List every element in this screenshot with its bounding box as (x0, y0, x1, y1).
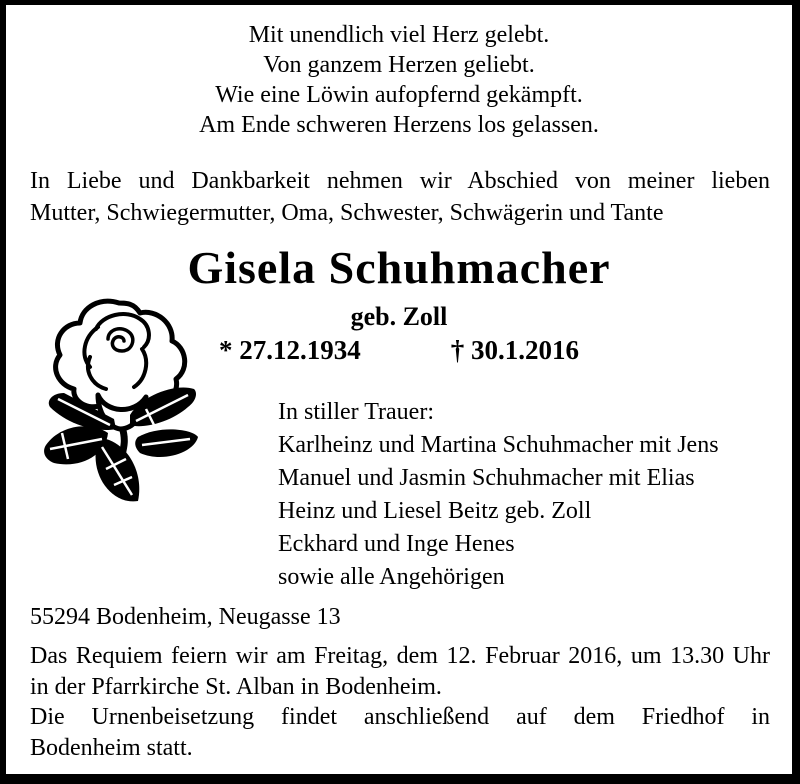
service-paragraph (30, 641, 770, 703)
mourners-block (278, 396, 719, 594)
birth-date: * 27.12.1934 (219, 335, 361, 365)
mourners-heading: In stiller Trauer: (278, 399, 434, 425)
rose-icon (34, 297, 199, 512)
burial-line: Die Urnenbeisetzung findet anschließend auf dem Friedhof in (30, 704, 770, 730)
epigraph-line: Mit unendlich viel Herz gelebt. (248, 22, 550, 48)
epigraph-line: Wie eine Löwin aufopfernd gekämpft. (215, 82, 583, 108)
deceased-name: Gisela Schuhmacher (187, 242, 611, 293)
address-line: 55294 Bodenheim, Neugasse 13 (30, 604, 341, 630)
burial-line: Bodenheim statt. (30, 735, 193, 761)
burial-paragraph (30, 702, 770, 764)
mourner-line: Eckhard und Inge Henes (278, 531, 515, 557)
intro-line: Mutter, Schwiegermutter, Oma, Schwester, Schwägerin und Tante (30, 200, 664, 226)
service-line: in der Pfarrkirche St. Alban in Bodenheim. (30, 674, 442, 700)
mourner-line: Heinz und Liesel Beitz geb. Zoll (278, 498, 592, 524)
epigraph-line: Am Ende schweren Herzens los gelassen. (199, 112, 599, 138)
epigraph (6, 20, 792, 140)
mourner-line: Karlheinz und Martina Schuhmacher mit Jens (278, 432, 719, 458)
epigraph-line: Von ganzem Herzen geliebt. (263, 52, 535, 78)
mourner-line: sowie alle Angehörigen (278, 564, 505, 590)
death-date: † 30.1.2016 (450, 335, 579, 365)
maiden-name: geb. Zoll (350, 302, 448, 331)
intro-line: In Liebe und Dankbarkeit nehmen wir Abschied von meiner lieben (30, 168, 770, 194)
mourner-line: Manuel und Jasmin Schuhmacher mit Elias (278, 465, 695, 491)
intro-paragraph (30, 165, 770, 229)
service-line: Das Requiem feiern wir am Freitag, dem 12. Februar 2016, um 13.30 Uhr (30, 643, 770, 669)
